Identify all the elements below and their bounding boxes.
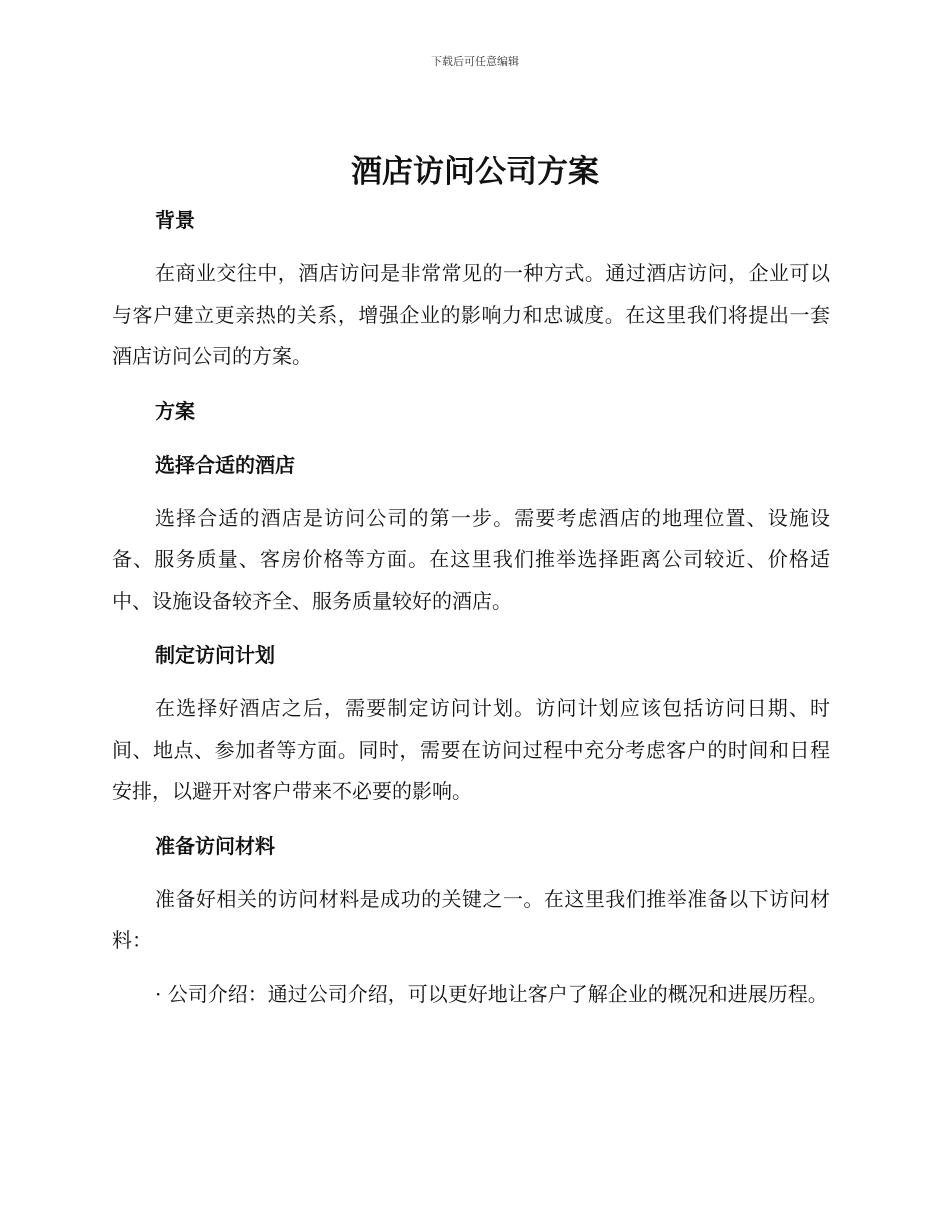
section-heading-select-hotel: 选择合适的酒店 [155, 452, 295, 477]
section-heading-materials: 准备访问材料 [155, 833, 275, 858]
paragraph-background: 在商业交往中，酒店访问是非常常见的一种方式。通过酒店访问，企业可以与客户建立更亲热的关系，增强企业的影响力和忠诚度。在这里我们将提出一套酒店访问公司的方案。 [112, 261, 830, 368]
document-title: 酒店访问公司方案 [351, 154, 599, 190]
section-heading-visit-plan: 制定访问计划 [155, 643, 275, 667]
paragraph-select-hotel: 选择合适的酒店是访问公司的第一步。需要考虑酒店的地理位置、设施设备、服务质量、客房价格等方面。在这里我们推举选择距离公司较近、价格适中、设施设备较齐全、服务质量较好的酒店。 [112, 505, 830, 613]
paragraph-materials: 准备好相关的访问材料是成功的关键之一。在这里我们推举准备以下访问材料： [112, 886, 830, 952]
paragraph-visit-plan: 在选择好酒店之后，需要制定访问计划。访问计划应该包括访问日期、时间、地点、参加者等方面。同时，需要在访问过程中充分考虑客户的时间和日程安排，以避开对客户带来不必要的影响。 [112, 696, 830, 803]
list-item-company-intro: · 公司介绍：通过公司介绍，可以更好地让客户了解企业的概况和进展历程。 [155, 981, 828, 1006]
page-header-note: 下载后可任意编辑 [431, 55, 519, 68]
section-heading-plan: 方案 [155, 398, 195, 423]
section-heading-background: 背景 [155, 208, 195, 232]
document-body [112, 199, 830, 1015]
